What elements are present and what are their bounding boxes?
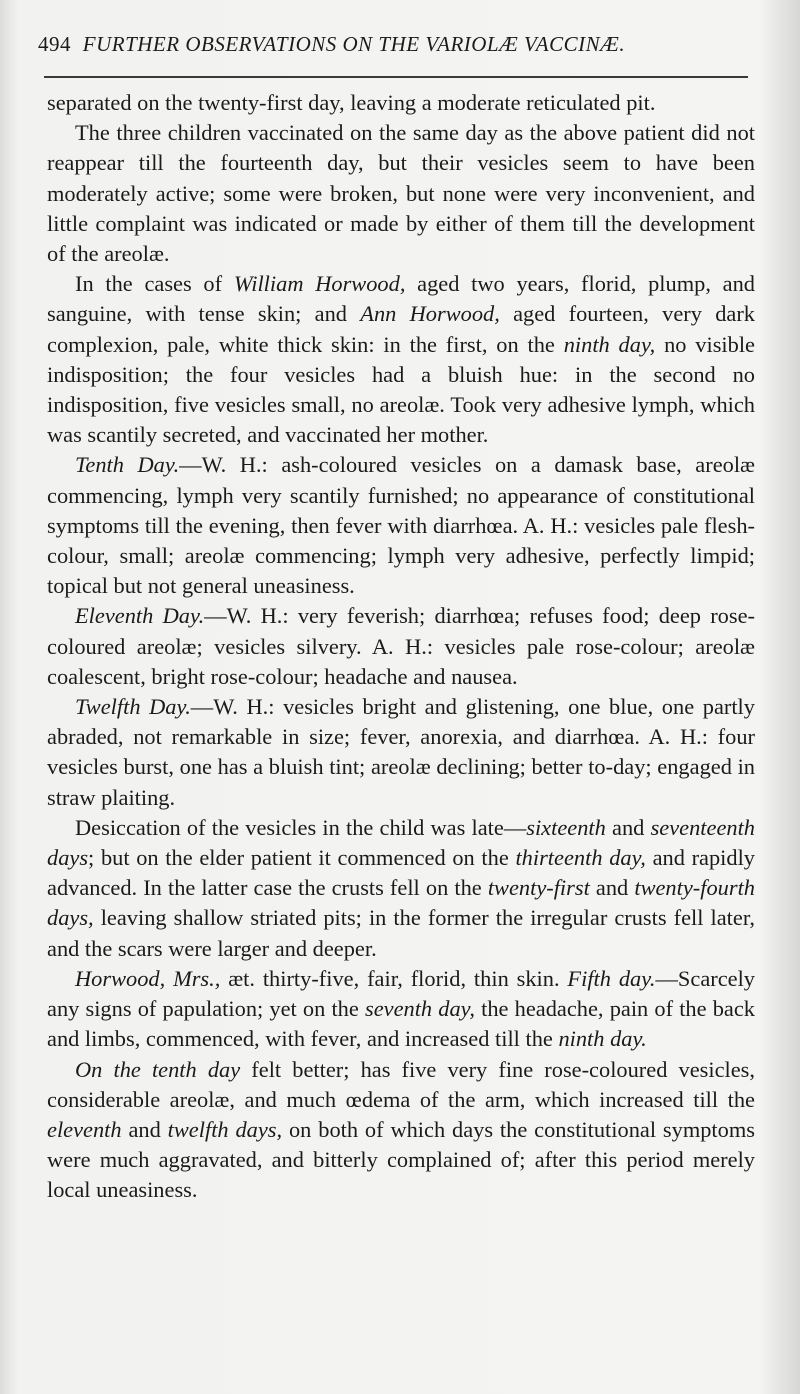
italic-text: Twelfth Day. bbox=[75, 694, 191, 720]
italic-text: Tenth Day. bbox=[75, 452, 180, 478]
text-run: —W. H.: very feverish; diarrhœa; refuses food; deep rose-coloured areolæ; vesicles silvery. A. H.: vesicles pale rose-colour; areolæ coalescent, bright rose-colour; headache and nausea. bbox=[47, 603, 755, 689]
text-run: and bbox=[589, 875, 635, 901]
text-run: aged fourteen, very dark complexion, pale, white thick skin: in the first, on the bbox=[47, 301, 755, 357]
header-rule bbox=[44, 76, 748, 78]
italic-text: On the tenth day bbox=[75, 1056, 241, 1082]
italic-text: twelfth days, bbox=[167, 1116, 283, 1142]
italic-text: ninth day. bbox=[558, 1026, 647, 1052]
italic-text: sixteenth bbox=[526, 814, 606, 840]
body-text bbox=[47, 88, 755, 1206]
italic-text: William Horwood, bbox=[233, 271, 406, 297]
page-number: 494 bbox=[38, 32, 71, 56]
text-run: leaving shallow striated pits; in the former the irregular crusts fell later, and the scars were larger and deeper. bbox=[47, 905, 755, 961]
italic-text: Eleventh Day. bbox=[75, 603, 205, 629]
italic-text: Ann Horwood, bbox=[360, 301, 500, 327]
text-run: and bbox=[605, 814, 651, 840]
text-run: and rapidly advanced. In the latter case the crusts fell on the bbox=[47, 845, 755, 901]
italic-text: eleventh bbox=[47, 1116, 122, 1142]
text-run: and bbox=[121, 1116, 168, 1142]
paragraph bbox=[47, 450, 755, 601]
italic-text: seventeenth days bbox=[47, 814, 755, 871]
text-run: æt. thirty-five, fair, florid, thin skin. bbox=[220, 965, 568, 991]
italic-text: thirteenth day, bbox=[515, 845, 646, 871]
text-run: ; but on the elder patient it commenced on the bbox=[88, 845, 516, 871]
paragraph bbox=[47, 1055, 755, 1206]
paragraph bbox=[47, 813, 755, 964]
text-run: —W. H.: ash-coloured vesicles on a damask base, areolæ commencing, lymph very scantily furnished; no appearance of constitutional symptoms till the evening, then fever with diarrhœa. A. H.: vesicles pale flesh-colour, small; areolæ commencing; lymph very adhesive, perfectly limpid; topical but not general uneasiness. bbox=[47, 452, 755, 599]
paragraph bbox=[47, 269, 755, 450]
text-run: In the cases of bbox=[75, 271, 234, 297]
running-header bbox=[38, 32, 758, 57]
text-run: The three children vaccinated on the same day as the above patient did not reappear till the fourteenth day, but their vesicles seem to have been moderately active; some were broken, but none were very inconvenient, and little complaint was indicated or made by either of them till the development of the areolæ. bbox=[47, 120, 755, 267]
italic-text: Horwood, Mrs., bbox=[75, 965, 221, 991]
text-run: —W. H.: vesicles bright and glistening, one blue, one partly abraded, not remarkable in size; fever, anorexia, and diarrhœa. A. H.: four vesicles burst, one has a bluish tint; areolæ declining; better to-day; engaged in straw plaiting. bbox=[47, 694, 755, 810]
text-run: no visible indisposition; the four vesicles had a bluish hue: in the second no indisposition, five vesicles small, no areolæ. Took very adhesive lymph, which was scantily secreted, and vaccinated her mother. bbox=[47, 331, 755, 448]
paragraph bbox=[47, 692, 755, 813]
italic-text: twenty-first bbox=[487, 875, 590, 901]
italic-text: twenty-fourth days, bbox=[47, 875, 755, 931]
text-run: on both of which days the constitutional symptoms were much aggravated, and bitterly complained of; after this period merely local uneasiness. bbox=[47, 1116, 755, 1203]
text-run: aged two years, florid, plump, and sanguine, with tense skin; and bbox=[47, 271, 755, 327]
text-run: —Scarcely any signs of papulation; yet on the bbox=[47, 965, 755, 1022]
italic-text: ninth day, bbox=[563, 331, 656, 357]
paragraph bbox=[47, 118, 755, 269]
paragraph bbox=[47, 88, 755, 118]
text-run: separated on the twenty-first day, leaving a moderate reticulated pit. bbox=[47, 90, 656, 115]
paragraph bbox=[47, 964, 755, 1055]
text-run: Desiccation of the vesicles in the child was late— bbox=[75, 814, 527, 840]
text-run: the headache, pain of the back and limbs, commenced, with fever, and increased till the bbox=[47, 996, 755, 1052]
italic-text: Fifth day. bbox=[567, 965, 656, 991]
italic-text: seventh day, bbox=[364, 996, 475, 1022]
paragraph bbox=[47, 601, 755, 692]
text-run: felt better; has five very fine rose-coloured vesicles, considerable areolæ, and much œdema of the arm, which increased till the bbox=[47, 1056, 755, 1112]
running-title: FURTHER OBSERVATIONS ON THE VARIOLÆ VACCINÆ. bbox=[82, 32, 626, 56]
